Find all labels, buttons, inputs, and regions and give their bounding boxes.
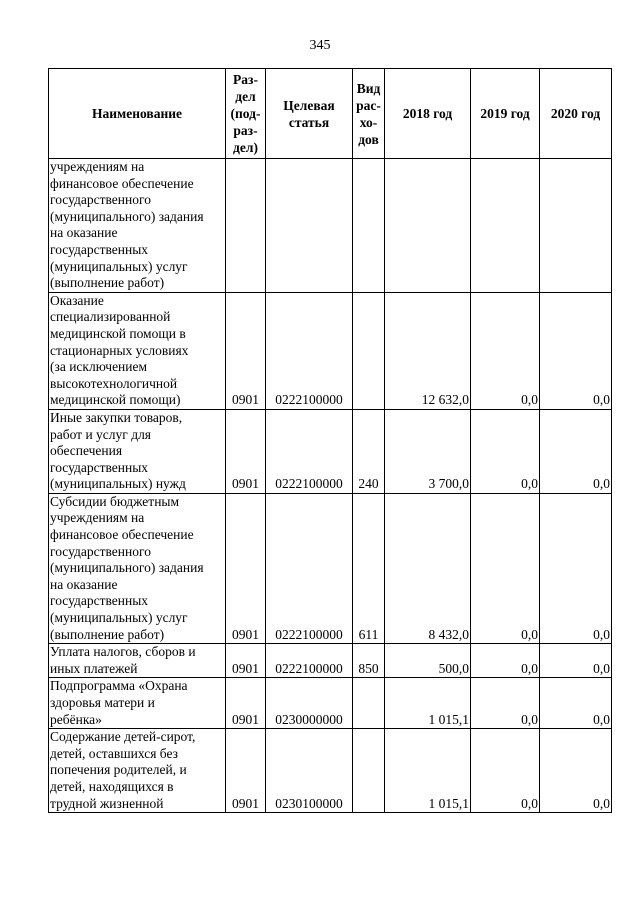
header-section-line: дел) [233,140,258,155]
name-line: Иные закупки товаров, [50,409,183,425]
header-type-line: рас- [356,97,381,113]
row-name [49,644,226,678]
header-2018: 2018 год [385,69,471,159]
header-name: Наименование [49,69,226,159]
row-2020: 0,0 [540,678,612,729]
row-2018: 1 015,1 [385,729,471,813]
row-2019: 0,0 [471,292,540,409]
name-line: Содержание детей-сирот, [50,729,196,745]
row-section [226,159,266,293]
row-2019 [471,159,540,293]
name-line: (муниципального) задания [50,208,204,224]
row-2020: 0,0 [540,292,612,409]
header-row [49,69,612,159]
row-target: 0222100000 [266,292,353,409]
row-2018: 8 432,0 [385,493,471,643]
name-line: трудной жизненной [50,795,164,811]
table-row [49,159,612,293]
row-2018: 3 700,0 [385,409,471,493]
header-type-line: Вид [356,80,381,96]
row-section: 0901 [226,644,266,678]
name-line: государственных [50,593,149,609]
row-target: 0230100000 [266,729,353,813]
row-name [49,292,226,409]
header-section-line: раз- [233,123,258,138]
row-type [353,159,385,293]
row-type: 850 [353,644,385,678]
name-line: государственного [50,192,151,208]
header-2019: 2019 год [471,69,540,159]
header-section-line: (под- [230,106,261,121]
header-type-line: хо- [359,114,378,130]
row-target: 0222100000 [266,644,353,678]
name-line: стационарных условиях [50,342,189,358]
header-2020: 2020 год [540,69,612,159]
row-type: 611 [353,493,385,643]
name-line: детей, оставшихся без [50,745,178,761]
row-2020: 0,0 [540,493,612,643]
row-2020: 0,0 [540,409,612,493]
header-type-line: дов [358,131,379,147]
row-2018 [385,159,471,293]
name-line: Уплата налогов, сборов и [50,644,196,660]
name-line: государственных [50,241,149,257]
header-target-line: Целевая [283,97,335,113]
header-target [266,69,353,159]
table-row [49,644,612,678]
row-2018: 1 015,1 [385,678,471,729]
name-line: иных платежей [50,660,138,676]
row-section: 0901 [226,678,266,729]
name-line: Подпрограмма «Охрана [50,678,188,694]
row-2020: 0,0 [540,644,612,678]
name-line: Оказание [50,292,104,308]
name-line: медицинской помощи) [50,392,181,408]
row-2018: 12 632,0 [385,292,471,409]
name-line: (муниципального) задания [50,560,204,576]
table-row [49,409,612,493]
row-target: 0230000000 [266,678,353,729]
row-2020 [540,159,612,293]
name-line: финансовое обеспечение [50,527,194,543]
header-section-line: дел [235,89,256,104]
table-row [49,292,612,409]
row-section: 0901 [226,409,266,493]
name-line: государственного [50,543,151,559]
row-section: 0901 [226,729,266,813]
row-2018: 500,0 [385,644,471,678]
name-line: (муниципальных) услуг [50,258,188,274]
row-2019: 0,0 [471,644,540,678]
row-section: 0901 [226,292,266,409]
name-line: финансовое обеспечение [50,175,194,191]
row-name [49,159,226,293]
name-line: на оказание [50,225,118,241]
row-type: 240 [353,409,385,493]
row-2019: 0,0 [471,729,540,813]
name-line: высокотехнологичной [50,375,178,391]
name-line: попечения родителей, и [50,762,187,778]
header-type [353,69,385,159]
page-number: 345 [309,38,331,53]
name-line: здоровья матери и [50,695,155,710]
name-line: (муниципальных) нужд [50,476,186,492]
name-line: специализированной [50,309,171,325]
row-2019: 0,0 [471,493,540,643]
row-target: 0222100000 [266,493,353,643]
row-name [49,678,226,729]
name-line: на оказание [50,576,118,592]
row-name [49,409,226,493]
name-line: (муниципальных) услуг [50,610,188,626]
name-line: медицинской помощи в [50,325,186,341]
name-line: учреждениям на [50,159,145,174]
name-line: работ и услуг для [50,426,152,442]
name-line: учреждениям на [50,510,145,526]
header-section [226,69,266,159]
name-line: (за исключением [50,359,148,375]
name-line: Субсидии бюджетным [50,493,180,509]
table-row [49,678,612,729]
table-row [49,493,612,643]
row-2019: 0,0 [471,678,540,729]
name-line: детей, находящихся в [50,778,174,794]
row-target [266,159,353,293]
row-2019: 0,0 [471,409,540,493]
name-line: (выполнение работ) [50,626,165,642]
name-line: обеспечения [50,443,123,459]
row-type [353,678,385,729]
row-section: 0901 [226,493,266,643]
budget-table [48,68,612,813]
name-line: (выполнение работ) [50,275,165,291]
row-name [49,729,226,813]
name-line: ребёнка» [50,711,102,727]
row-type [353,729,385,813]
name-line: государственных [50,459,149,475]
header-target-line: статья [288,114,330,130]
row-type [353,292,385,409]
row-name [49,493,226,643]
row-target: 0222100000 [266,409,353,493]
row-2020: 0,0 [540,729,612,813]
header-section-line: Раз- [233,72,258,87]
table-row [49,729,612,813]
